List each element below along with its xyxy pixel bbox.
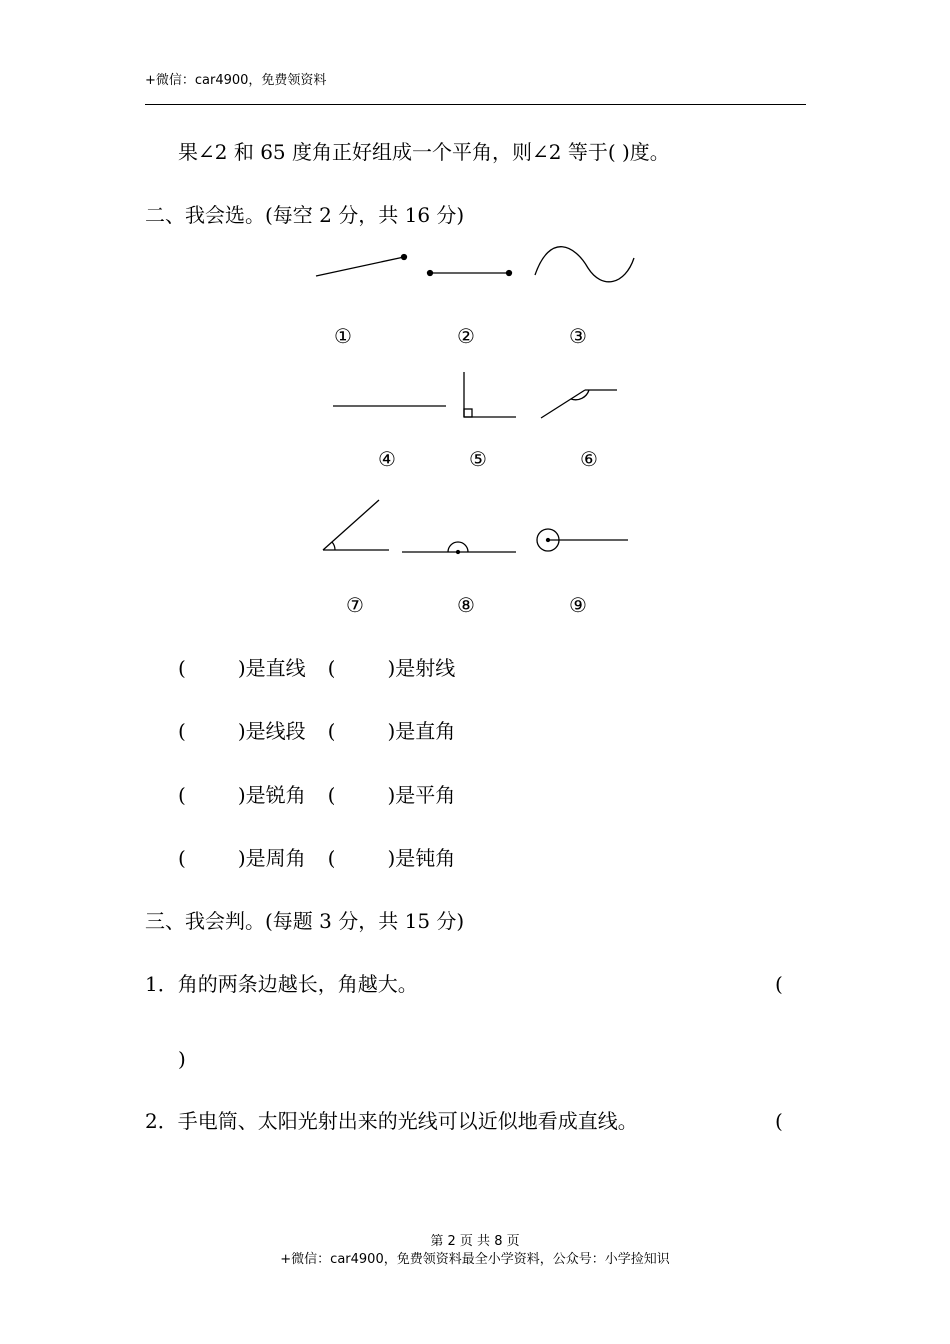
- figure-label-9: ⑨: [569, 593, 587, 617]
- open-paren: (: [178, 719, 186, 743]
- figure-8-straight-angle: [402, 542, 516, 554]
- header-text: +微信：car4900，免费领资料: [145, 73, 327, 88]
- item-number: 2．: [145, 1109, 178, 1133]
- section2-title: 二、我会选。(每空 2 分，共 16 分): [145, 203, 465, 227]
- answer-segment-label: )是线段: [237, 719, 306, 743]
- answer-row-3: [178, 783, 455, 807]
- judge-item-2-open-paren: (: [775, 1109, 783, 1133]
- item-text: 手电筒、太阳光射出来的光线可以近似地看成直线。: [177, 1109, 638, 1133]
- figure-label-4: ④: [378, 447, 396, 471]
- footer-text: +微信：car4900，免费领资料最全小学资料，公众号：小学捡知识: [280, 1252, 670, 1267]
- answer-row-4: [178, 846, 455, 870]
- figure-label-6: ⑥: [580, 447, 598, 471]
- open-paren: (: [178, 846, 186, 870]
- figure-label-8: ⑧: [457, 593, 475, 617]
- figure-label-1: ①: [334, 324, 352, 348]
- figure-5-right-angle: [464, 372, 516, 417]
- open-paren: (: [178, 783, 186, 807]
- page-number: 第 2 页 共 8 页: [430, 1234, 520, 1249]
- open-paren: (: [327, 783, 336, 807]
- answer-straight-angle-label: )是平角: [387, 783, 456, 807]
- figure-label-3: ③: [569, 324, 587, 348]
- answer-right-angle-label: )是直角: [387, 719, 456, 743]
- open-paren: (: [327, 656, 336, 680]
- item-number: 1．: [145, 972, 178, 996]
- open-paren: (: [178, 656, 186, 680]
- intro-question: 果∠2 和 65 度角正好组成一个平角，则∠2 等于( )度。: [178, 140, 670, 164]
- figure-7-acute-angle: [323, 500, 389, 550]
- answer-row-1: [178, 656, 455, 680]
- figure-label-7: ⑦: [346, 593, 364, 617]
- answer-obtuse-angle-label: )是钝角: [387, 846, 456, 870]
- figure-9-full-angle: [537, 529, 628, 551]
- section3-title: 三、我会判。(每题 3 分，共 15 分): [145, 909, 465, 933]
- figure-3-curve: [535, 247, 634, 282]
- answer-row-2: [178, 719, 455, 743]
- open-paren: (: [327, 719, 336, 743]
- figure-label-2: ②: [457, 324, 475, 348]
- open-paren: (: [327, 846, 336, 870]
- figure-label-5: ⑤: [469, 447, 487, 471]
- figure-1-ray: [316, 255, 407, 277]
- judge-item-2: [145, 1109, 638, 1133]
- figure-2-segment: [428, 271, 512, 276]
- answer-full-angle-label: )是周角: [237, 846, 306, 870]
- judge-item-1-close-paren: ): [178, 1047, 186, 1071]
- answer-acute-angle-label: )是锐角: [237, 783, 306, 807]
- answer-line-label: )是直线: [237, 656, 306, 680]
- answer-ray-label: )是射线: [387, 656, 456, 680]
- item-text: 角的两条边越长，角越大。: [177, 972, 418, 996]
- figure-6-obtuse-angle: [541, 390, 617, 418]
- judge-item-1: [145, 972, 418, 996]
- judge-item-1-open-paren: (: [775, 972, 783, 996]
